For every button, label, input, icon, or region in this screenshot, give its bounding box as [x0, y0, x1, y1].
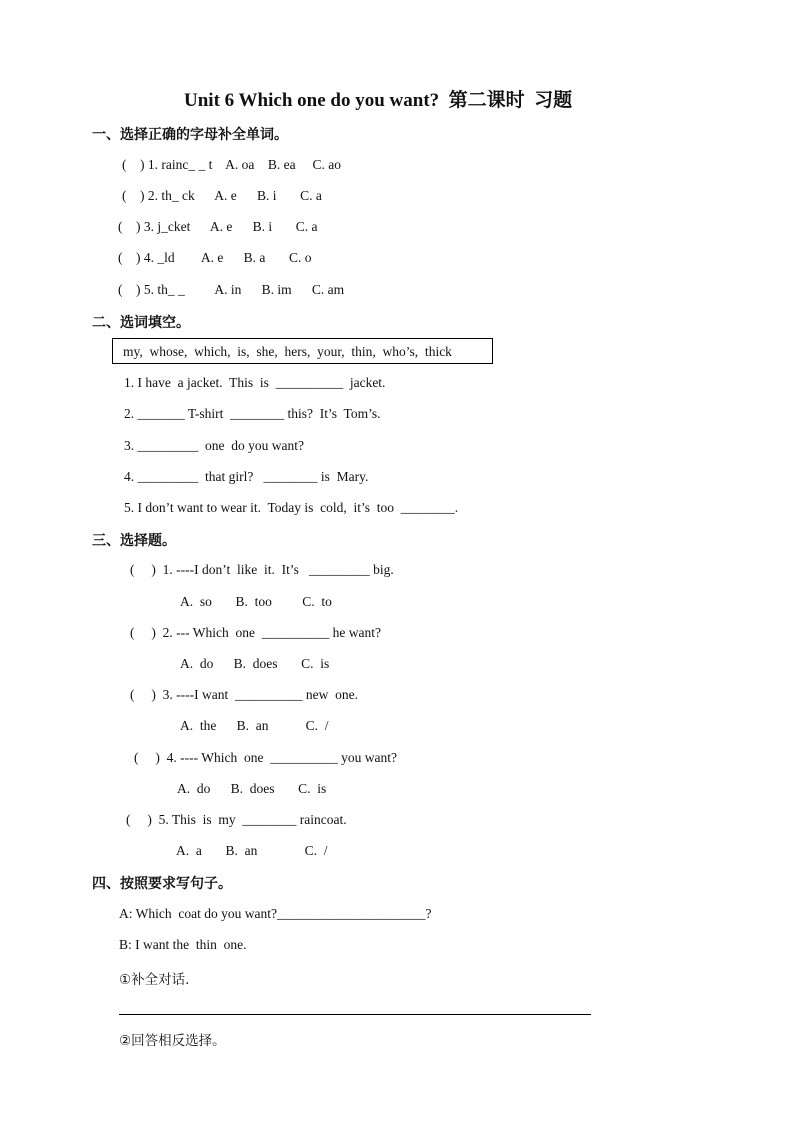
- section-heading-1: 一、选择正确的字母补全单词。: [92, 127, 288, 143]
- s2-item-5: 5. I don’t want to wear it. Today is cold, it’s too ________.: [124, 500, 459, 515]
- s2-item-3: 3. _________ one do you want?: [124, 438, 304, 453]
- s3-options-5: A. a B. an C. /: [176, 843, 328, 858]
- s1-item-5: ( ) 5. th_ _ A. in B. im C. am: [118, 282, 345, 297]
- s3-question-5: ( ) 5. This is my ________ raincoat.: [126, 812, 347, 827]
- s4-task-1: ①补全对话.: [119, 972, 190, 988]
- s3-options-2: A. do B. does C. is: [180, 656, 330, 671]
- answer-line: [119, 1014, 591, 1015]
- s3-options-3: A. the B. an C. /: [180, 718, 329, 733]
- s3-question-3: ( ) 3. ----I want __________ new one.: [130, 687, 358, 702]
- word-bank-text: my, whose, which, is, she, hers, your, thin, who’s, thick: [123, 344, 452, 359]
- s3-question-2: ( ) 2. --- Which one __________ he want?: [130, 625, 381, 640]
- s3-options-4: A. do B. does C. is: [177, 781, 327, 796]
- s2-item-2: 2. _______ T-shirt ________ this? It’s Tom’s.: [124, 406, 381, 421]
- s4-task-2: ②回答相反选择。: [119, 1033, 226, 1049]
- s1-item-1: ( ) 1. rainc_ _ t A. oa B. ea C. ao: [122, 157, 341, 172]
- s4-line-a: A: Which coat do you want?______________________?: [119, 906, 432, 921]
- section-heading-4: 四、按照要求写句子。: [92, 876, 232, 892]
- section-heading-3: 三、选择题。: [92, 533, 176, 549]
- word-bank-box: [112, 338, 493, 364]
- s4-line-b: B: I want the thin one.: [119, 937, 247, 952]
- s2-item-1: 1. I have a jacket. This is __________ jacket.: [124, 375, 386, 390]
- s1-item-2: ( ) 2. th_ ck A. e B. i C. a: [122, 188, 322, 203]
- s2-item-4: 4. _________ that girl? ________ is Mary.: [124, 469, 369, 484]
- s1-item-3: ( ) 3. j_cket A. e B. i C. a: [118, 219, 318, 234]
- section-heading-2: 二、选词填空。: [92, 315, 190, 331]
- s3-question-4: ( ) 4. ---- Which one __________ you want?: [134, 750, 397, 765]
- page-title: Unit 6 Which one do you want? 第二课时 习题: [184, 90, 573, 111]
- s1-item-4: ( ) 4. _ld A. e B. a C. o: [118, 250, 312, 265]
- s3-question-1: ( ) 1. ----I don’t like it. It’s _________ big.: [130, 562, 394, 577]
- s3-options-1: A. so B. too C. to: [180, 594, 332, 609]
